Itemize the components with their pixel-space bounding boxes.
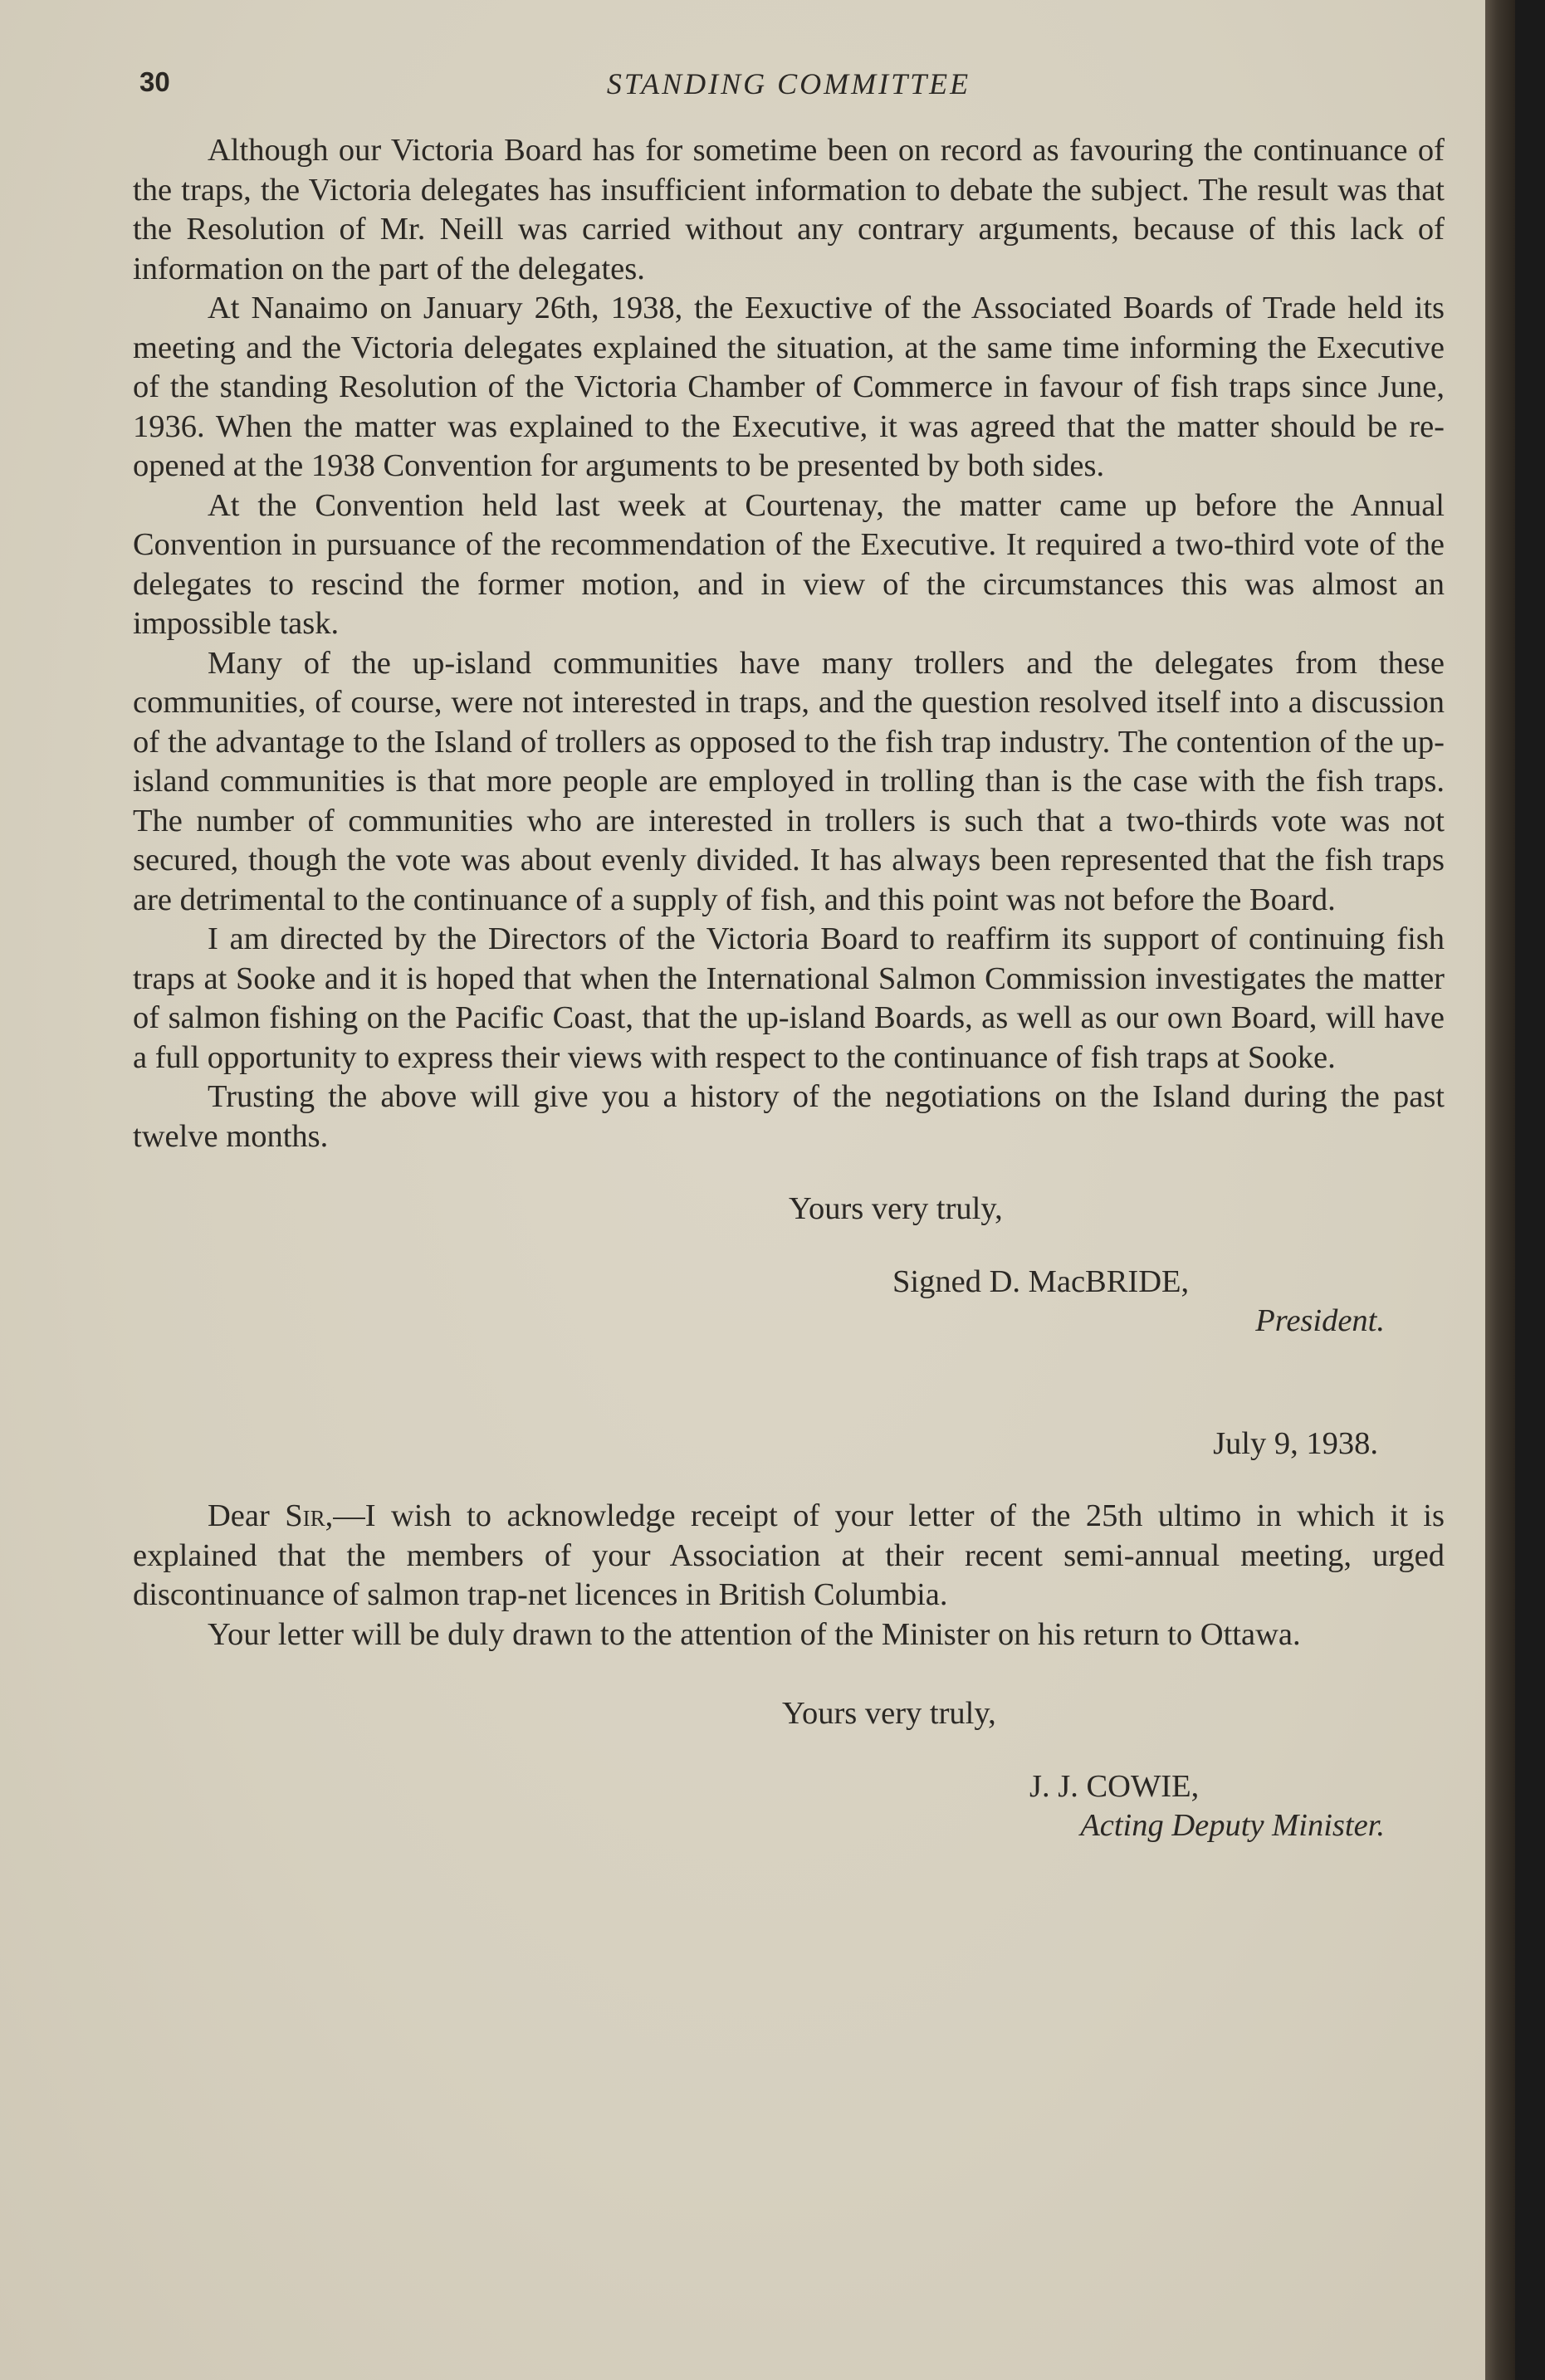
paragraph-3: At the Convention held last week at Courtenay, the matter came up before the Annual Convention in pursuance of the recommendation of the Executive. It required a two-third vote of the delegates to rescind the former motion, and in view of the circumstances this was almost an impossible task. [133,487,1445,641]
paragraph-1: Although our Victoria Board has for sometime been on record as favouring the continuance of the traps, the Victoria delegates has insufficient information to debate the subject. The result was that the Resolution of Mr. Neill was carried without any contrary arguments, because of this lack of information on the part of the delegates. [133,133,1445,286]
letter-cowie [133,1425,1445,1846]
salutation-paragraph [133,1497,1445,1615]
running-title: STANDING COMMITTEE [606,67,971,100]
page-edge-shadow [1485,0,1515,2380]
salutation-suffix: ,— [325,1498,365,1533]
signature-line: J. J. COWIE, [1029,1768,1200,1804]
salutation-prefix: Dear [208,1498,286,1533]
page-body [133,58,1445,1846]
running-head [133,58,1445,108]
page-number: 30 [139,66,170,97]
paragraph-4: Many of the up-island communities have many trollers and the delegates from these communities, of course, were not interested in traps, and the question resolved itself into a discussion of the advantage to the Island of trollers as opposed to the fish trap industry. The contention of the up-island communities is that more people are employed in trolling than is the case with the fish traps. The number of communities who are interested in trollers is such that a two-thirds vote was not secured, though the vote was about evenly divided. It has always been represented that the fish traps are detrimental to the continuance of a supply of fish, and this point was not before the Board. [133,645,1445,917]
paragraph-6: Trusting the above will give you a history of the negotiations on the Island during the past twelve months. [133,1079,1445,1154]
paragraph-body: I wish to acknowledge receipt of your letter of the 25th ultimo in which it is explained that the members of your Association at their recent semi-annual meeting, urged discontinuance of salmon trap-net licences in British Columbia. [133,1498,1445,1612]
paragraph-5: I am directed by the Directors of the Victoria Board to reaffirm its support of continuing fish traps at Sooke and it is hoped that when the International Salmon Commission investigates the matter of salmon fishing on the Pacific Coast, that the up-island Boards, as well as our own Board, will have a full opportunity to express their views with respect to the continuance of fish traps at Sooke. [133,921,1445,1075]
closing-line: Yours very truly, [789,1191,1003,1226]
salutation-name: Sir [285,1498,325,1533]
closing-line: Yours very truly, [782,1696,996,1731]
paragraph-2: At Nanaimo on January 26th, 1938, the Eexuctive of the Associated Boards of Trade held its meeting and the Victoria delegates explained the situation, at the same time informing the Executive of the standing Resolution of the Victoria Chamber of Commerce in favour of fish traps since June, 1936. When the matter was explained to the Executive, it was agreed that the matter should be re-opened at the 1938 Convention for arguments to be presented by both sides. [133,291,1445,483]
signatory-title: Acting Deputy Minister. [1080,1808,1385,1843]
letter-date: July 9, 1938. [1213,1425,1378,1461]
letter-macbride [133,131,1445,1341]
signature-line: Signed D. MacBRIDE, [892,1263,1190,1299]
signatory-title: President. [1255,1303,1385,1338]
paragraph-2: Your letter will be duly drawn to the attention of the Minister on his return to Ottawa. [208,1616,1301,1652]
